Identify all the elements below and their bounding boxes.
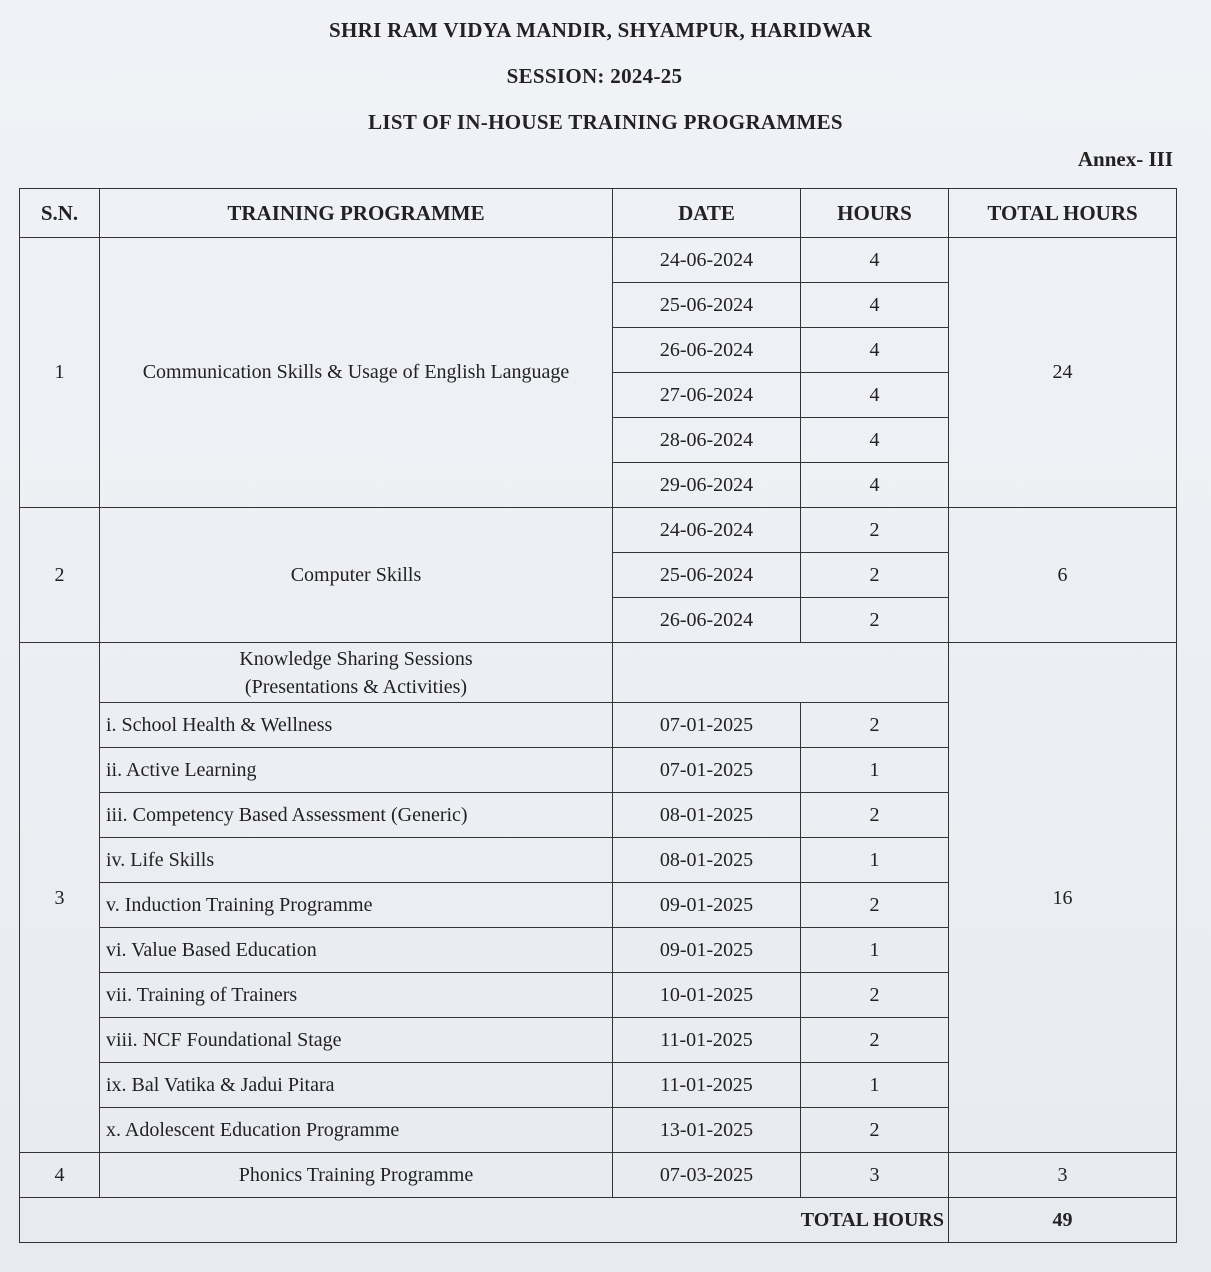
session-date: 08-01-2025 (613, 793, 801, 838)
session-topic: iv. Life Skills (100, 838, 613, 883)
session-date: 10-01-2025 (613, 973, 801, 1018)
session-date: 29-06-2024 (613, 463, 801, 508)
session-topic: ix. Bal Vatika & Jadui Pitara (100, 1063, 613, 1108)
session-date: 08-01-2025 (613, 838, 801, 883)
grand-total-row (20, 1198, 1177, 1243)
session-hours: 1 (801, 928, 949, 973)
training-table (19, 188, 1177, 1243)
session-hours: 4 (801, 463, 949, 508)
serial-number: 2 (20, 508, 100, 643)
school-name: SHRI RAM VIDYA MANDIR, SHYAMPUR, HARIDWAR (329, 18, 872, 42)
programme-name-line2: (Presentations & Activities) (244, 675, 468, 698)
column-header-programme: TRAINING PROGRAMME (100, 189, 613, 238)
session-hours: 2 (801, 508, 949, 553)
programme-total-hours: 6 (949, 508, 1177, 643)
session-date: 27-06-2024 (613, 373, 801, 418)
session-date: 25-06-2024 (613, 283, 801, 328)
programme-name-line1: Knowledge Sharing Sessions (239, 647, 473, 670)
session-topic: ii. Active Learning (100, 748, 613, 793)
session-topic: vi. Value Based Education (100, 928, 613, 973)
serial-number: 3 (20, 643, 100, 1153)
session-date: 26-06-2024 (613, 598, 801, 643)
session-date: 28-06-2024 (613, 418, 801, 463)
document-title: LIST OF IN-HOUSE TRAINING PROGRAMMES (368, 110, 843, 134)
session-date: 11-01-2025 (613, 1063, 801, 1108)
session-hours: 2 (801, 793, 949, 838)
session-date: 09-01-2025 (613, 883, 801, 928)
serial-number: 4 (20, 1153, 100, 1198)
table-row (20, 643, 1177, 703)
session-hours: 1 (801, 838, 949, 883)
session-topic: viii. NCF Foundational Stage (100, 1018, 613, 1063)
session-hours: 2 (801, 703, 949, 748)
session-hours: 4 (801, 283, 949, 328)
session-date: 25-06-2024 (613, 553, 801, 598)
session-hours: 2 (801, 973, 949, 1018)
session-date: 26-06-2024 (613, 328, 801, 373)
programme-total-hours: 24 (949, 238, 1177, 508)
session-topic: iii. Competency Based Assessment (Generic) (100, 793, 613, 838)
annex-label: Annex- III (1077, 147, 1173, 171)
session-date: 24-06-2024 (613, 508, 801, 553)
session-hours: 2 (801, 883, 949, 928)
empty-cell (613, 643, 949, 703)
table-row (20, 238, 1177, 283)
session-date: 09-01-2025 (613, 928, 801, 973)
column-header-hours: HOURS (801, 189, 949, 238)
grand-total-value: 49 (949, 1198, 1177, 1243)
session-hours: 3 (801, 1153, 949, 1198)
serial-number: 1 (20, 238, 100, 508)
session-topic: x. Adolescent Education Programme (100, 1108, 613, 1153)
session-date: 11-01-2025 (613, 1018, 801, 1063)
session-hours: 4 (801, 238, 949, 283)
column-header-sn: S.N. (20, 189, 100, 238)
programme-name: Communication Skills & Usage of English Language (100, 238, 613, 508)
session-hours: 4 (801, 418, 949, 463)
session-topic: vii. Training of Trainers (100, 973, 613, 1018)
session-label: SESSION: 2024-25 (506, 64, 683, 88)
session-date: 13-01-2025 (613, 1108, 801, 1153)
programme-name: Phonics Training Programme (100, 1153, 613, 1198)
session-hours: 4 (801, 373, 949, 418)
programme-total-hours: 3 (949, 1153, 1177, 1198)
session-date: 24-06-2024 (613, 238, 801, 283)
session-date: 07-01-2025 (613, 703, 801, 748)
session-hours: 1 (801, 1063, 949, 1108)
session-hours: 2 (801, 553, 949, 598)
column-header-total-hours: TOTAL HOURS (949, 189, 1177, 238)
programme-name: Computer Skills (100, 508, 613, 643)
session-hours: 2 (801, 598, 949, 643)
table-row (20, 1153, 1177, 1198)
session-date: 07-01-2025 (613, 748, 801, 793)
session-topic: v. Induction Training Programme (100, 883, 613, 928)
grand-total-label: TOTAL HOURS (20, 1198, 949, 1243)
session-hours: 2 (801, 1018, 949, 1063)
column-header-date: DATE (613, 189, 801, 238)
session-hours: 1 (801, 748, 949, 793)
session-date: 07-03-2025 (613, 1153, 801, 1198)
session-topic: i. School Health & Wellness (100, 703, 613, 748)
table-row (20, 508, 1177, 553)
programme-name (100, 643, 613, 703)
table-header-row (20, 189, 1177, 238)
session-hours: 4 (801, 328, 949, 373)
programme-total-hours: 16 (949, 643, 1177, 1153)
session-hours: 2 (801, 1108, 949, 1153)
